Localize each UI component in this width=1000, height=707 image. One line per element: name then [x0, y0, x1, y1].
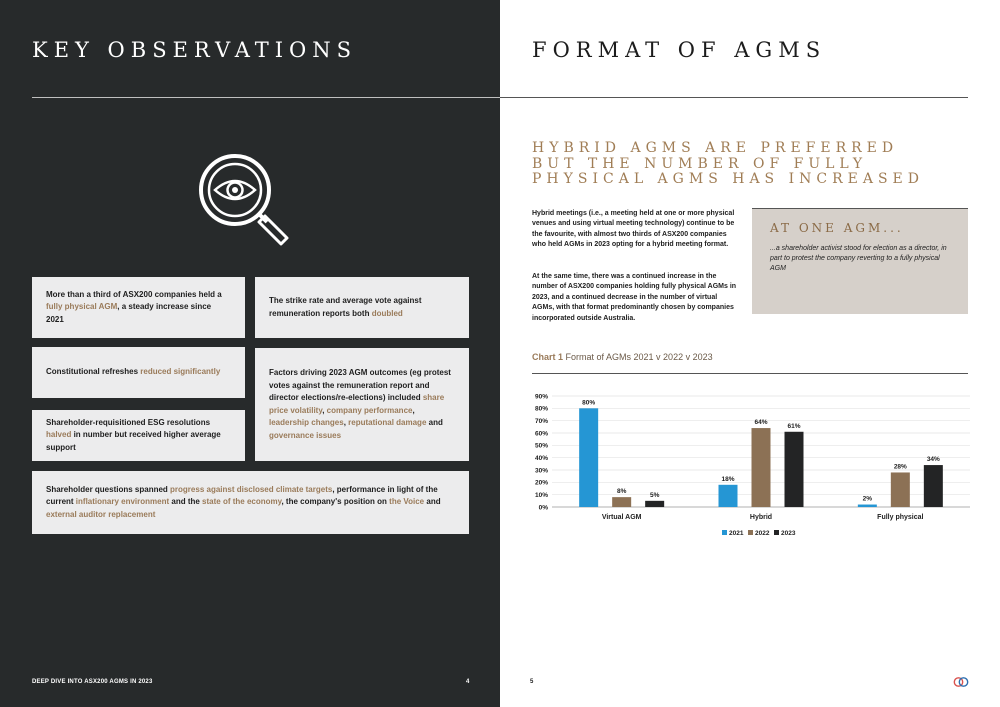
- observation-box-constitutional: Constitutional refreshes reduced significantly: [32, 347, 245, 398]
- observation-box-remuneration: The strike rate and average vote against remuneration reports both doubled: [255, 277, 469, 338]
- legend-swatch: [774, 530, 779, 535]
- observation-box-fully-physical: More than a third of ASX200 companies held a fully physical AGM, a steady increase since 2021: [32, 277, 245, 338]
- observation-box-questions: Shareholder questions spanned progress against disclosed climate targets, performance in light of the current inflationary environment and the state of the economy, the company's position on the Voice and external auditor replacement: [32, 471, 469, 534]
- x-category-label: Hybrid: [749, 514, 773, 521]
- bar-value-label: 64%: [754, 419, 768, 427]
- page-number-right: 5: [530, 679, 534, 685]
- footer-text: DEEP DIVE INTO ASX200 AGMS IN 2023: [32, 679, 153, 685]
- legend-label: 2021: [729, 530, 744, 537]
- section-subheading: HYBRID AGMS ARE PREFERRED BUT THE NUMBER OF FULLY PHYSICAL AGMS HAS INCREASED: [532, 140, 924, 187]
- bar-value-label: 80%: [582, 399, 596, 407]
- bar-value-label: 18%: [721, 475, 735, 483]
- y-tick-label: 10%: [534, 491, 548, 499]
- page-number-left: 4: [466, 679, 470, 685]
- y-tick-label: 20%: [534, 479, 548, 487]
- callout-body: ...a shareholder activist stood for election as a director, in part to protest the company reverting to a fully physical AGM: [770, 245, 947, 272]
- bar: [891, 472, 910, 507]
- callout-box: [752, 208, 968, 314]
- chart-title-text: Format of AGMs 2021 v 2022 v 2023: [563, 352, 713, 362]
- bar: [752, 428, 771, 507]
- bar-value-label: 2%: [862, 495, 873, 503]
- chart-title: [532, 352, 713, 362]
- body-paragraph-2: At the same time, there was a continued increase in the number of ASX200 companies holding fully physical AGMs in 2023, and a continued decrease in the number of virtual AGMs, with that format predominantly chosen by companies incorporated outside Australia.: [532, 273, 737, 322]
- callout-title: AT ONE AGM...: [770, 221, 904, 235]
- y-tick-label: 40%: [534, 454, 548, 462]
- legend-swatch: [722, 530, 727, 535]
- bar: [719, 485, 738, 507]
- right-title-rule: [500, 97, 968, 98]
- bar-value-label: 8%: [616, 488, 627, 496]
- y-tick-label: 50%: [534, 442, 548, 450]
- bar: [579, 408, 598, 507]
- y-tick-label: 90%: [534, 393, 548, 401]
- bar-value-label: 28%: [893, 463, 907, 471]
- observation-box-factors: Factors driving 2023 AGM outcomes (eg protest votes against the remuneration report and director elections/re-elections) included share price volatility, company performance, leadership changes, reputational damage and governance issues: [255, 348, 469, 461]
- y-tick-label: 80%: [534, 405, 548, 413]
- left-title-rule: [32, 97, 500, 98]
- chart-title-rule: [532, 373, 968, 374]
- right-page-title: FORMAT OF AGMS: [532, 38, 827, 62]
- bar-value-label: 5%: [649, 491, 660, 499]
- y-tick-label: 60%: [534, 430, 548, 438]
- x-category-label: Virtual AGM: [601, 514, 642, 521]
- left-page-title: KEY OBSERVATIONS: [32, 38, 358, 62]
- x-category-label: Fully physical: [877, 514, 924, 521]
- bar: [858, 505, 877, 507]
- bar: [785, 432, 804, 507]
- legend-swatch: [748, 530, 753, 535]
- legend-label: 2023: [781, 530, 796, 537]
- y-tick-label: 70%: [534, 417, 548, 425]
- y-tick-label: 0%: [538, 504, 548, 512]
- bar-value-label: 61%: [787, 422, 801, 430]
- agm-format-bar-chart: [500, 380, 1000, 550]
- eye-magnifier-icon: [195, 150, 300, 255]
- bar: [645, 501, 664, 507]
- observation-box-esg: Shareholder-requisitioned ESG resolutions halved in number but received higher average support: [32, 410, 245, 461]
- linked-rings-logo-icon: [953, 676, 969, 688]
- bar-value-label: 34%: [926, 456, 940, 464]
- body-paragraph-1: Hybrid meetings (i.e., a meeting held at one or more physical venues and using virtual meeting technology) continue to be the favourite, with almost two thirds of ASX200 companies who held AGMs in 2023 opting for a hybrid meeting format.: [532, 210, 735, 249]
- legend-label: 2022: [755, 530, 770, 537]
- bar: [612, 497, 631, 507]
- bar: [924, 465, 943, 507]
- right-page: [500, 0, 1000, 707]
- y-tick-label: 30%: [534, 467, 548, 475]
- chart-title-label: Chart 1: [532, 352, 564, 362]
